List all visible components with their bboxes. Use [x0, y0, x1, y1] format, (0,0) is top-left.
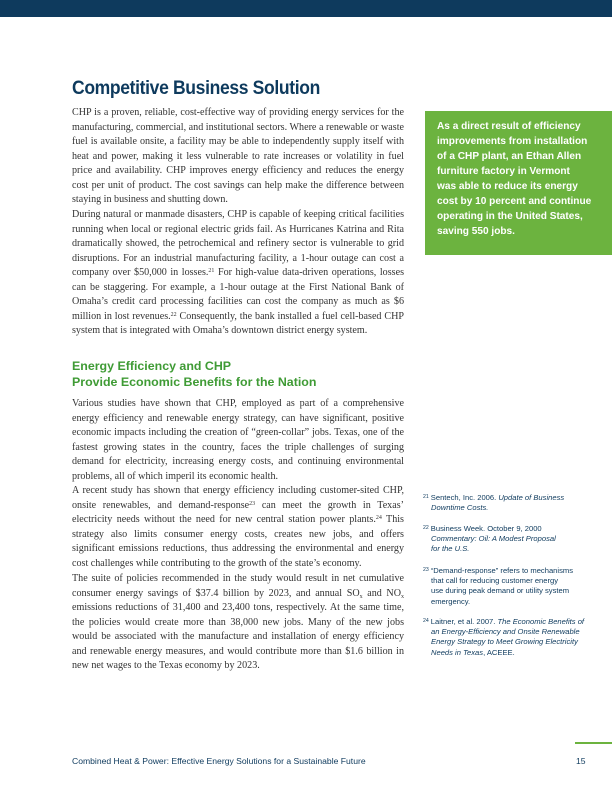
callout-line: saving 550 jobs.: [437, 226, 515, 237]
page-title: Competitive Business Solution: [72, 77, 320, 99]
section-heading: [72, 358, 412, 390]
footnote-24-title-3: Energy Strategy to Meet Growing Electricity: [431, 637, 578, 647]
paragraph-policy-savings: [72, 572, 404, 674]
footnote-23-text-4: emergency.: [431, 596, 471, 606]
footnote-24-number: 24: [423, 618, 429, 624]
footnote-ref-23: 23: [249, 500, 256, 507]
footnote-24: [423, 616, 593, 658]
footnote-23: [423, 565, 593, 607]
footnote-24-line-4: [423, 648, 593, 658]
para5-text-b: and NO: [362, 587, 402, 599]
callout-box: [425, 111, 612, 255]
footnote-22-title-1: Commentary: Oil: A Modest Proposal: [431, 534, 556, 544]
footnote-24-title-2: an Energy-Efficiency and Onsite Renewable: [431, 627, 580, 637]
footnote-21-line-1: [423, 492, 593, 503]
section-heading-line-2: Provide Economic Benefits for the Nation: [72, 375, 317, 389]
footnote-24-title-1: The Economic Benefits of: [497, 617, 585, 626]
paragraph-chp-overview: CHP is a proven, reliable, cost-effective way of providing energy services for the manufacturing, commercial, and institutional sectors. Where a renewable or waste fuel is available onsite, a facility may be able to independently supply itself with heat and power, making it less vulnerable to rate increases or volatility in fuel price and availability. CHP improves energy efficiency and reduces the energy cost per unit of product. The cost savings can help make the difference between staying in business and shutting down.: [72, 107, 404, 205]
footnote-22-line-1: [423, 523, 593, 534]
footnote-21-source: Sentech, Inc. 2006.: [430, 493, 499, 502]
footnote-21-title-1: Update of Business: [498, 493, 565, 502]
footnote-24-title-4: Needs in Texas: [431, 647, 484, 657]
footnote-21: [423, 492, 593, 513]
callout-line: operating in the United States,: [437, 211, 583, 222]
para5-text-c: emissions reductions of 31,400 and 23,400 tons, respectively. At the same time, the policies would create more than 38,000 new jobs. Many of the new jobs would be associated with the manufacture and installation of energy efficiency and renewable energy measures, and would contribute more than $1.6 billion in new net wages to the Texas economy by 2023.: [72, 602, 404, 671]
para4-text-a: A recent study has shown that energy efficiency including customer-sited CHP, onsite renewables, and demand-response: [72, 485, 404, 511]
footnote-24-publisher: , ACEEE.: [483, 647, 515, 657]
callout-line: was able to reduce its energy: [437, 181, 578, 192]
para4-text-c: This strategy also limits consumer energy costs, creates new jobs, and offers significant emissions reductions, thus addressing the environmental and energy cost challenges while contributing to the growth of the state’s economy.: [72, 514, 404, 569]
callout-line: furniture factory in Vermont: [437, 166, 570, 177]
callout-line: of a CHP plant, an Ethan Allen: [437, 151, 582, 162]
footnote-22-title-2: for the U.S.: [431, 544, 470, 554]
footnote-ref-24: 24: [375, 515, 382, 521]
footnote-ref-22: 22: [170, 311, 177, 318]
paragraph-disasters: [72, 208, 404, 339]
callout-line: improvements from installation: [437, 136, 588, 147]
para2-text-b: For high-value data-driven operations, losses can be staggering. For example, a 1-hour outage at the First National Bank of Omaha’s credit card processing facilities can cost the company as much as $6 million in lost revenues.: [72, 267, 404, 322]
footnote-ref-21: 21: [208, 268, 215, 274]
para2-text-c: Consequently, the bank installed a fuel cell-based CHP system that is integrated with Omaha’s downtown district energy system.: [72, 310, 404, 336]
footnote-22-number: 22: [423, 525, 429, 531]
footnote-24-source: Laitner, et al. 2007.: [430, 617, 498, 626]
para2-text-a: During natural or manmade disasters, CHP is capable of keeping critical facilities running when local or regional electric grids fail. As Hurricanes Katrina and Rita dramatically showed, the petrochemical and refinery sector is vulnerable to grid disruptions. For an industrial manufacturing facility, a 1-hour outage can cost a company over $50,000 in losses.: [72, 209, 404, 278]
section-heading-line-1: Energy Efficiency and CHP: [72, 359, 232, 373]
footnote-23-number: 23: [423, 567, 429, 573]
nox-subscript: x: [401, 593, 405, 600]
para5-text-a: The suite of policies recommended in the study would result in net cumulative consumer energy savings of $37.4 billion by 2023, and annual SO: [72, 573, 404, 599]
top-header-bar: [0, 0, 612, 17]
paragraph-economic-impact: Various studies have shown that CHP, employed as part of a comprehensive energy efficiency and renewable energy strategy, can have significant, positive economic impacts including the creation of “green-collar” jobs. Texas, one of the fastest growing states in the country, faces the triple challenges of surging demand for electricity, increasing energy costs, and continuing environmental problems, all of which imperil its economic health.: [72, 398, 404, 482]
callout-line: cost by 10 percent and continue: [437, 196, 592, 207]
paragraph-texas-study: [72, 484, 404, 571]
footnote-22-source: Business Week. October 9, 2000: [430, 524, 542, 533]
page-number: 15: [576, 756, 586, 766]
callout-line: As a direct result of efficiency: [437, 121, 581, 132]
footnote-21-number: 21: [423, 494, 429, 500]
footnote-24-line-1: [423, 616, 593, 627]
footer-accent-line: [575, 742, 612, 744]
footnote-23-line-1: [423, 565, 593, 576]
para4-text-b: can meet the growth in Texas’ electricity needs without the need for new central station power plants.: [72, 499, 404, 525]
sox-subscript: x: [359, 593, 363, 600]
footnote-23-text-3: use during peak demand or utility system: [431, 586, 570, 596]
footer-title: Combined Heat & Power: Effective Energy Solutions for a Sustainable Future: [72, 756, 366, 766]
footnote-22: [423, 523, 593, 555]
footnote-23-text-1: “Demand-response” refers to mechanisms: [430, 566, 574, 575]
footnote-23-text-2: that call for reducing customer energy: [431, 576, 559, 586]
footnote-21-title-2: Downtime Costs.: [431, 503, 489, 513]
